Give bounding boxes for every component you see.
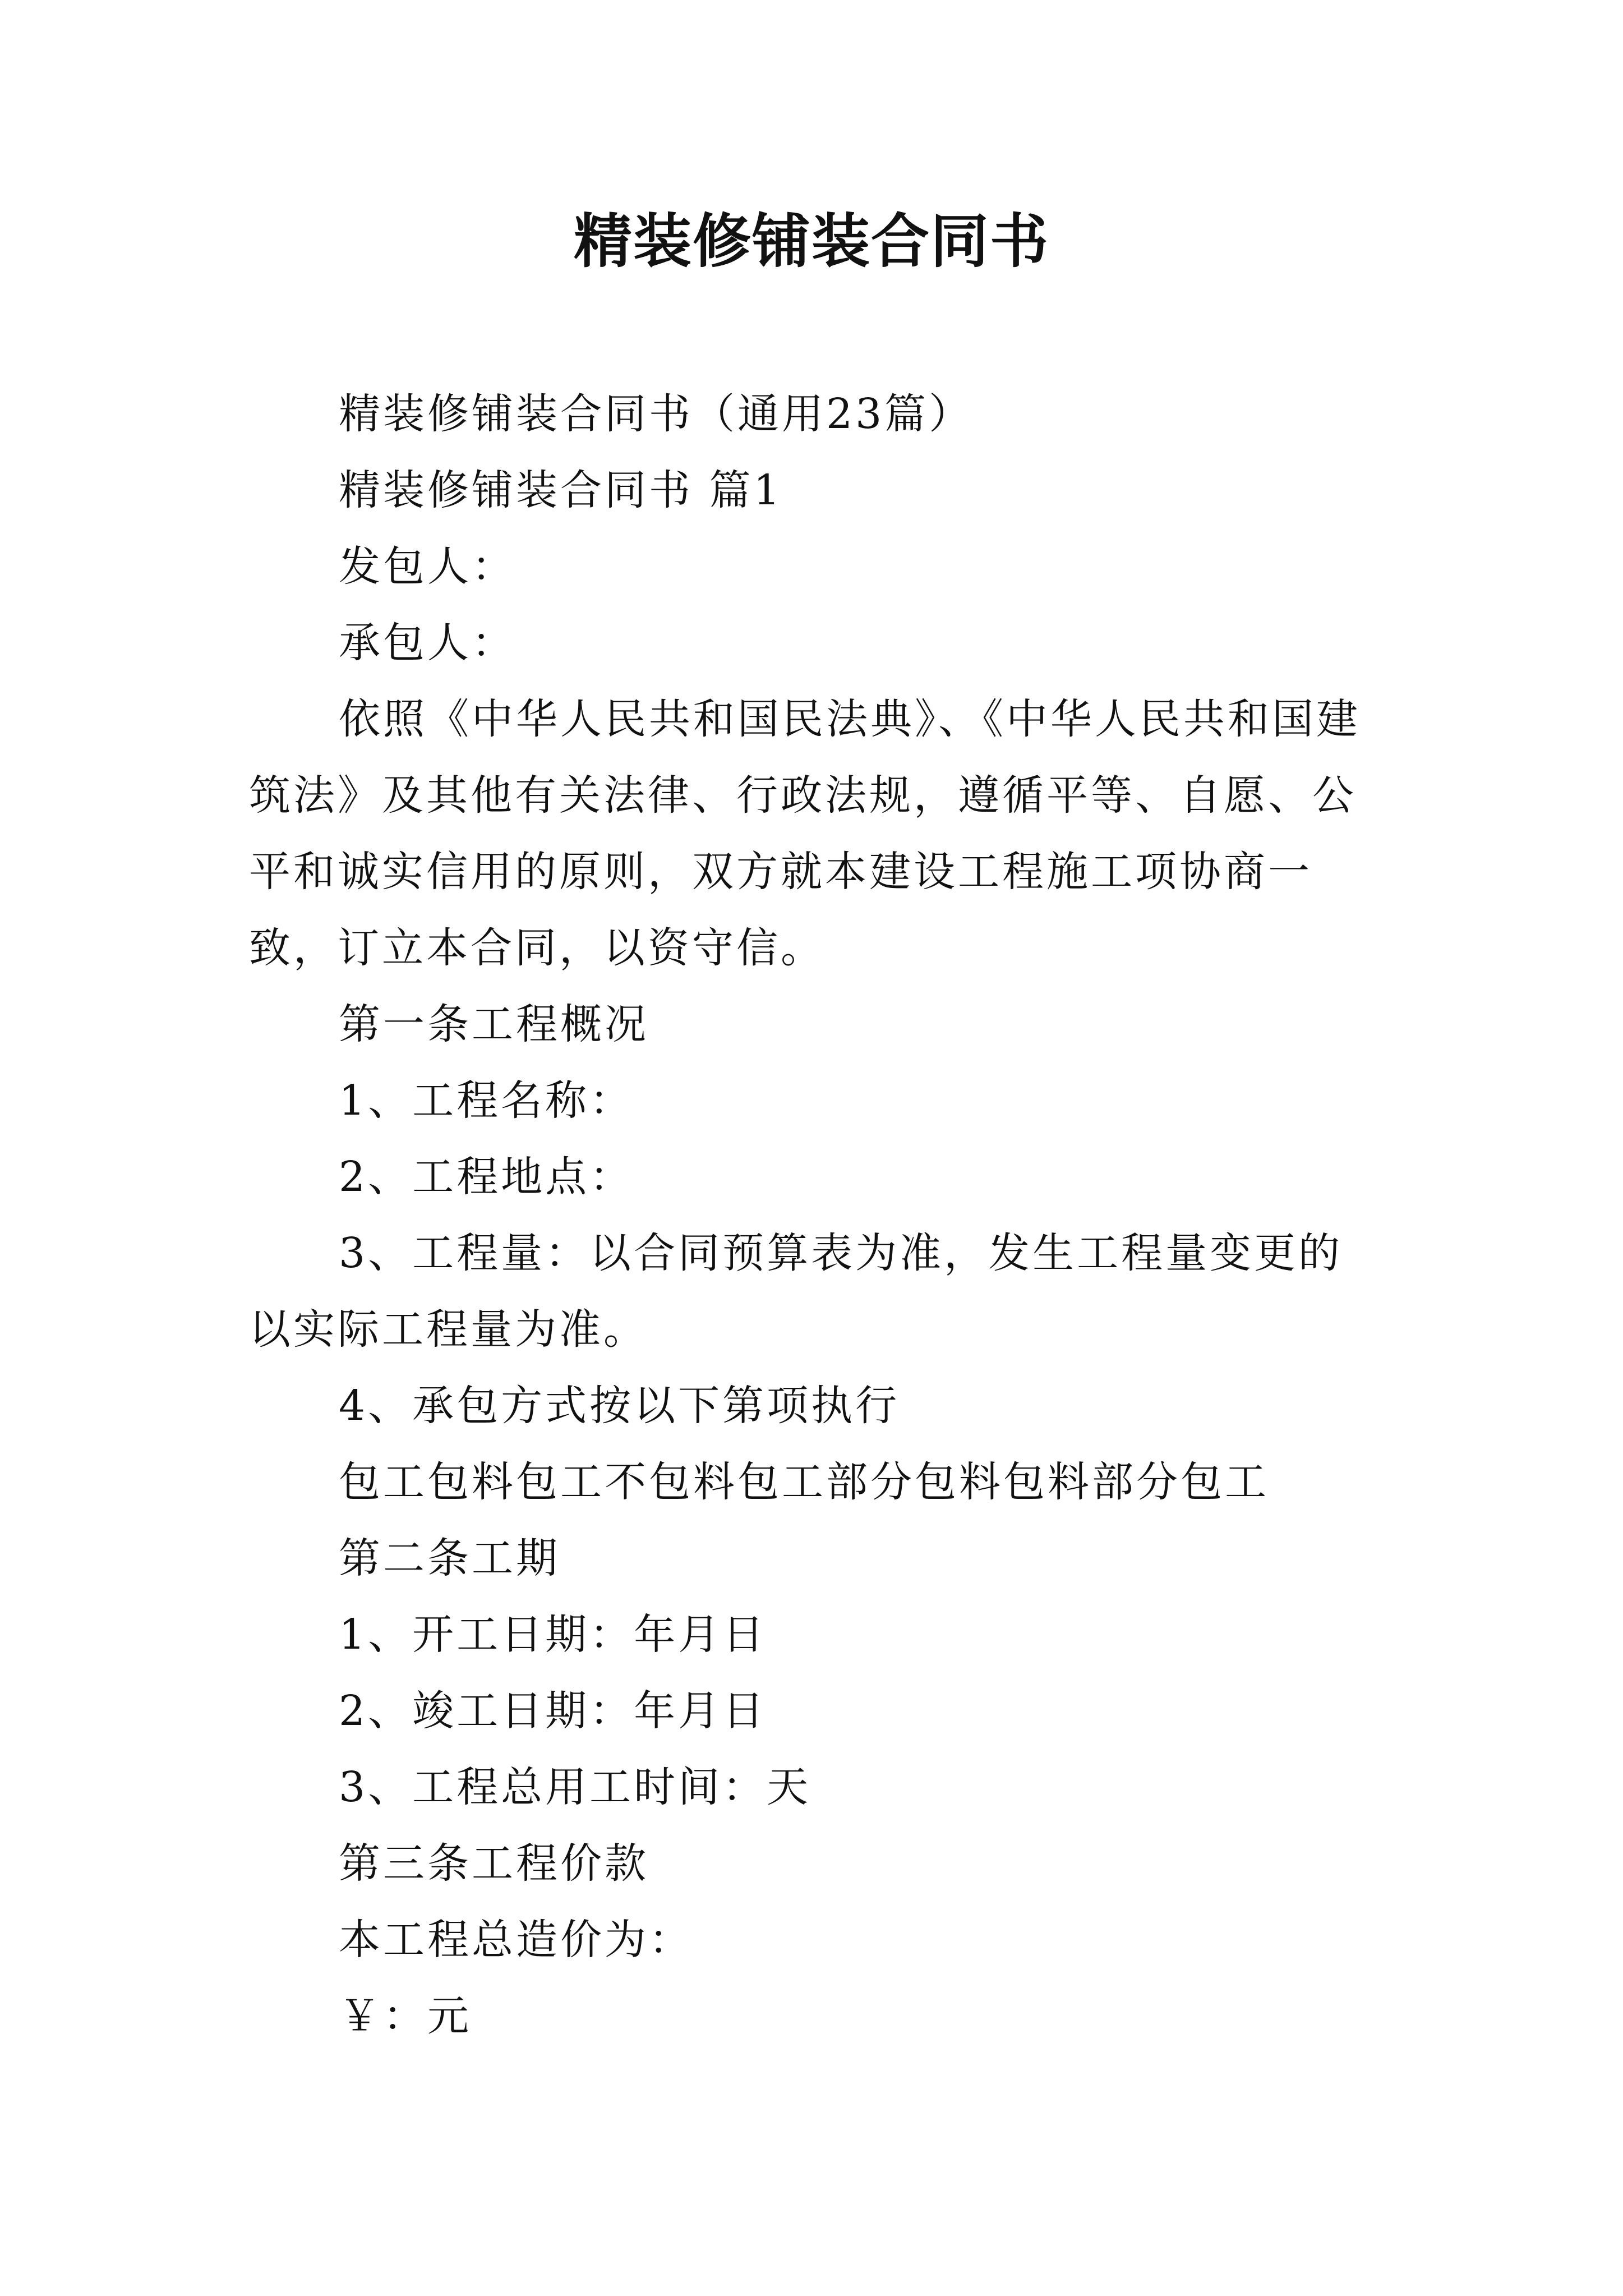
paragraph-contractor: 承包人： bbox=[339, 619, 516, 667]
paragraph-total-cost: 本工程总造价为： bbox=[339, 1916, 693, 1964]
paragraph-amount-yuan: ￥：元 bbox=[339, 1992, 472, 2040]
document-title: 精装修铺装合同书 bbox=[573, 206, 1049, 275]
paragraph-contract-method: 4、承包方式按以下第项执行 bbox=[339, 1382, 900, 1430]
paragraph-contract-options: 包工包料包工不包料包工部分包料包料部分包工 bbox=[339, 1458, 1269, 1506]
paragraph-project-name: 1、工程名称： bbox=[339, 1076, 634, 1125]
paragraph-section-heading: 精装修铺装合同书 篇1 bbox=[339, 466, 783, 514]
paragraph-employer: 发包人： bbox=[339, 542, 516, 591]
paragraph-article-2-heading: 第二条工期 bbox=[339, 1534, 560, 1582]
paragraph-work-quantity: 3、工程量：以合同预算表为准，发生工程量变更的以实际工程量为准。 bbox=[249, 1229, 1343, 1354]
paragraph-article-3-heading: 第三条工程价款 bbox=[339, 1839, 649, 1888]
paragraph-preamble: 依照《中华人民共和国民法典》、《中华人民共和国建筑法》及其他有关法律、行政法规，遵循平等、自愿、公平和诚实信用的原则，双方就本建设工程施工项协商一致，订立本合同，以资守信。 bbox=[249, 695, 1361, 972]
paragraph-completion-date: 2、竣工日期：年月日 bbox=[339, 1687, 767, 1735]
paragraph-subtitle: 精装修铺装合同书（通用23篇） bbox=[339, 390, 974, 438]
paragraph-total-labor-time: 3、工程总用工时间：天 bbox=[339, 1763, 811, 1811]
paragraph-project-location: 2、工程地点： bbox=[339, 1153, 634, 1201]
paragraph-start-date: 1、开工日期：年月日 bbox=[339, 1611, 767, 1659]
paragraph-article-1-heading: 第一条工程概况 bbox=[339, 1000, 649, 1048]
document-body bbox=[249, 376, 1382, 2054]
